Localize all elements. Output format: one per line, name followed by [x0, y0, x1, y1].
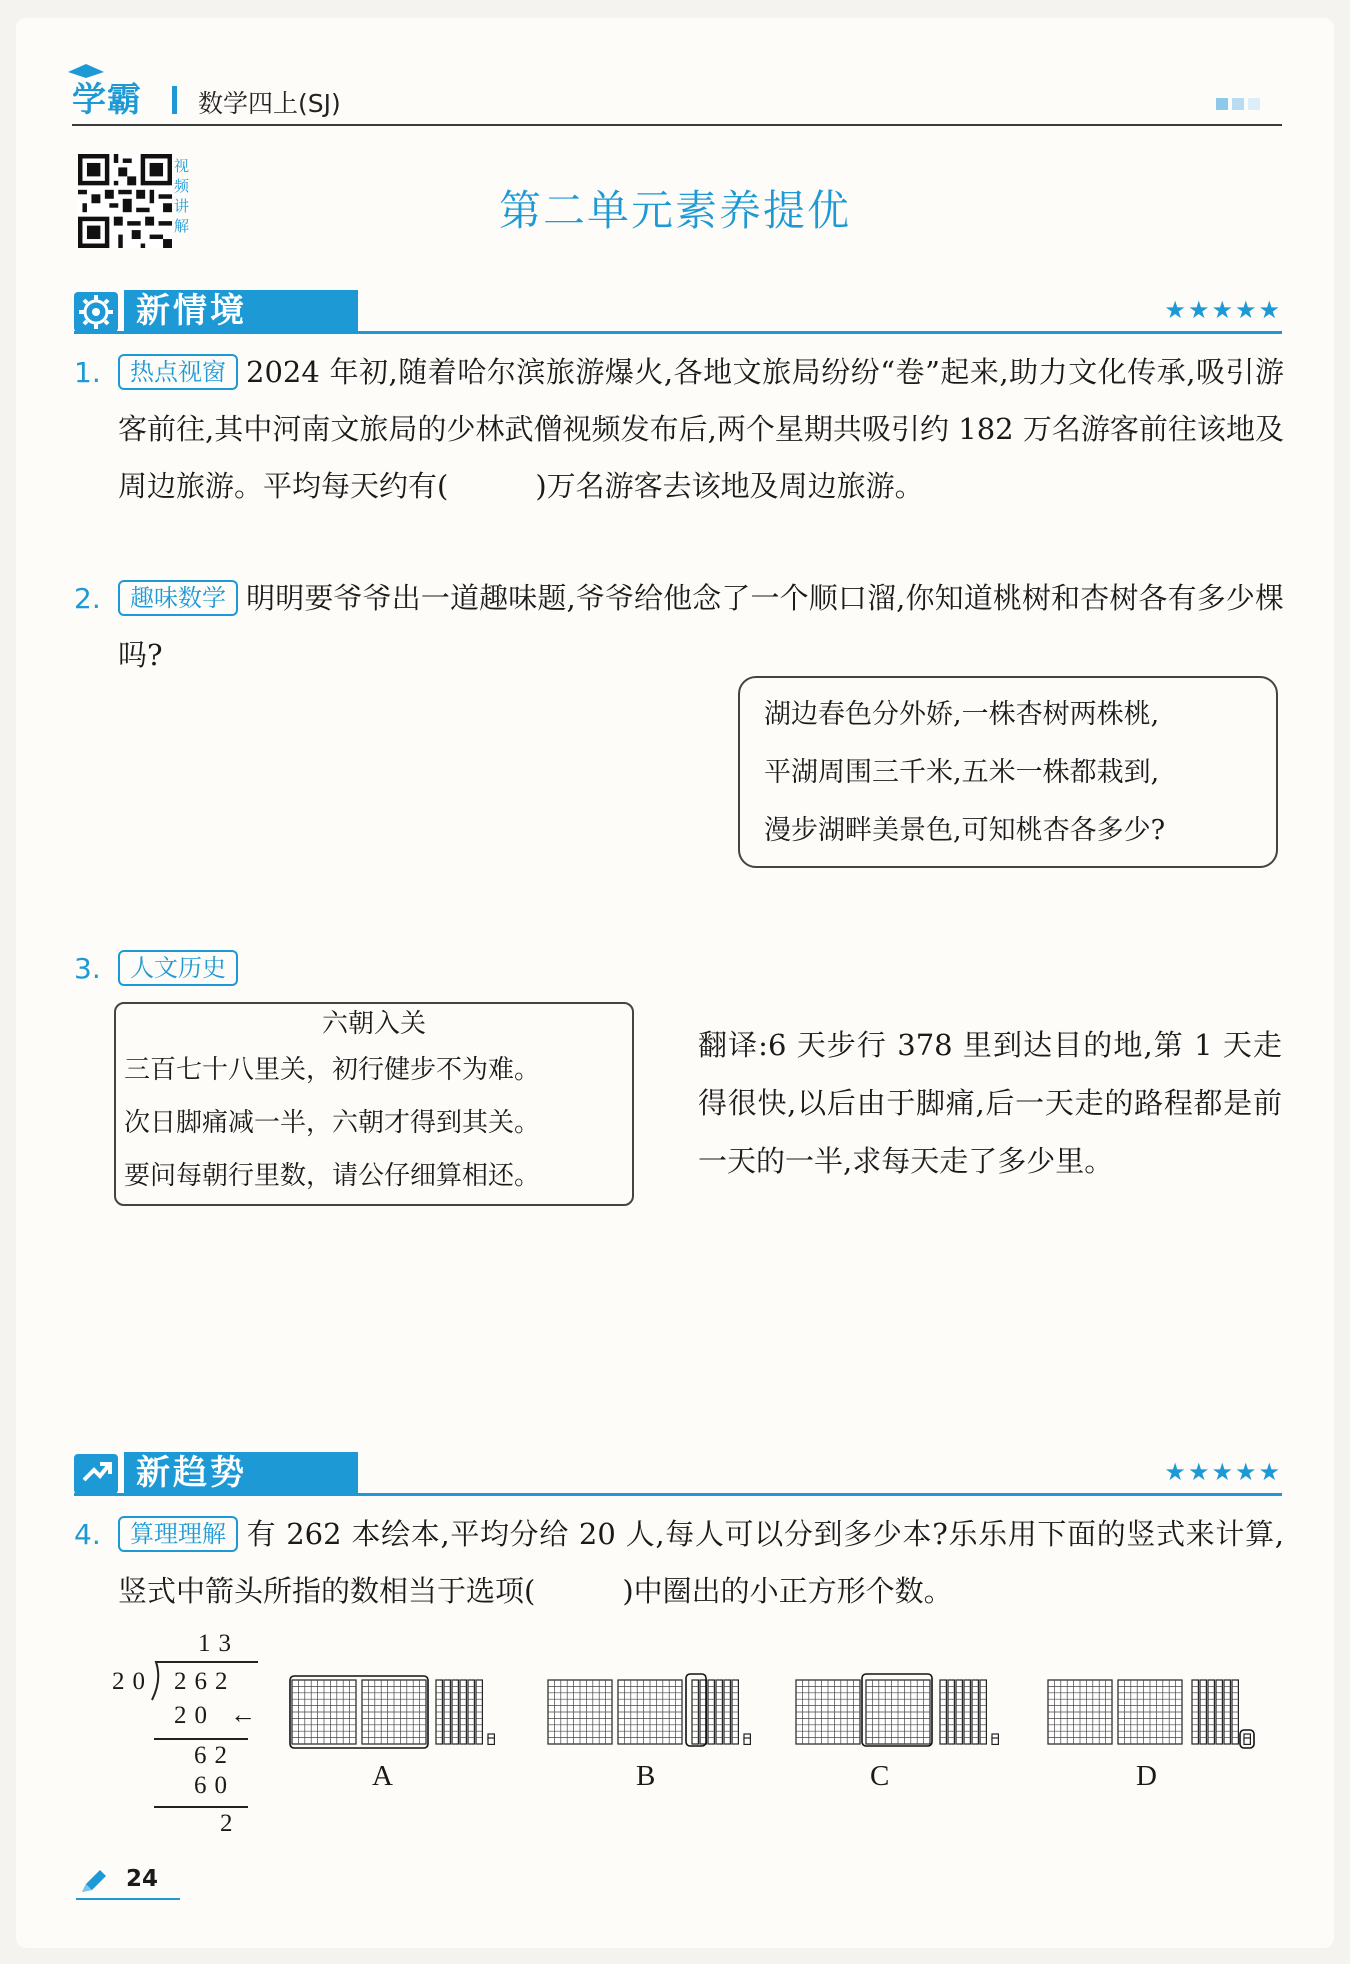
footer-underline	[76, 1898, 180, 1900]
brand-logo: 学霸	[72, 80, 142, 120]
question-2	[74, 570, 1284, 684]
hundred-block	[292, 1680, 356, 1744]
poem-line: 漫步湖畔美景色,可知桃杏各多少?	[764, 815, 1166, 846]
pencil-icon	[78, 1868, 108, 1896]
difficulty-stars: ★★★★★	[1164, 1458, 1282, 1486]
ten-stick	[980, 1680, 986, 1744]
option-label-a: A	[372, 1760, 393, 1792]
section-header-new-trend	[74, 1452, 1282, 1496]
hundred-block	[362, 1680, 426, 1744]
book-title: 数学四上(SJ)	[198, 89, 341, 118]
question-number: 1.	[74, 356, 101, 389]
option-figure-c[interactable]	[792, 1670, 1012, 1766]
ten-stick	[1224, 1680, 1230, 1744]
qr-label: 视频讲解	[174, 157, 190, 235]
quotient: 13	[198, 1630, 239, 1657]
brand-separator	[172, 86, 177, 114]
question-text: 2024 年初,随着哈尔滨旅游爆火,各地文旅局纷纷“卷”起来,助力文化传承,吸引游客前往,其中河南文旅局的少林武僧视频发布后,两个星期共吸引约 182 万名游客前往该地及周边旅游。平均每天约有( )万名游客去该地及周边旅游。	[118, 355, 1284, 503]
ten-stick	[948, 1680, 954, 1744]
ten-stick	[436, 1680, 442, 1744]
ten-stick	[708, 1680, 714, 1744]
one-square	[1244, 1738, 1250, 1744]
divisor: 20	[112, 1668, 153, 1695]
ten-stick	[956, 1680, 962, 1744]
step-remainder-1: 62	[194, 1742, 235, 1769]
question-tag: 人文历史	[118, 950, 238, 986]
poem-box	[738, 676, 1278, 868]
hundred-block	[548, 1680, 612, 1744]
poem-line: 湖边春色分外娇,一株杏树两株桃,	[764, 699, 1160, 730]
ten-stick	[964, 1680, 970, 1744]
option-figure-d[interactable]	[1044, 1670, 1274, 1766]
ten-stick	[724, 1680, 730, 1744]
poem-title: 六朝入关	[321, 1009, 426, 1039]
option-figure-a[interactable]	[288, 1670, 508, 1766]
ten-stick	[468, 1680, 474, 1744]
arrow-up-right-icon	[74, 1454, 118, 1494]
difficulty-stars: ★★★★★	[1164, 296, 1282, 324]
question-tag: 热点视窗	[118, 354, 238, 390]
question-text: 明明要爷爷出一道趣味题,爷爷给他念了一个顺口溜,你知道桃树和杏树各有多少棵吗?	[118, 581, 1284, 672]
header-dots	[1216, 98, 1260, 110]
question-number: 2.	[74, 582, 101, 615]
section-title: 新情境	[124, 290, 358, 332]
ten-stick	[692, 1680, 698, 1744]
page-title: 第二单元素养提优	[498, 186, 851, 235]
one-square	[488, 1738, 494, 1744]
one-square	[744, 1738, 750, 1744]
hundred-block	[618, 1680, 682, 1744]
poem-box	[114, 1002, 634, 1206]
page-header	[72, 72, 1282, 126]
gear-icon	[74, 292, 118, 332]
translation-text: 翻译:6 天步行 378 里到达目的地,第 1 天走得很快,以后由于脚痛,后一天走的路程都是前一天的一半,求每天走了多少里。	[698, 1028, 1282, 1178]
question-3	[74, 940, 1284, 997]
ten-stick	[972, 1680, 978, 1744]
final-remainder: 2	[220, 1810, 241, 1837]
question-text: 有 262 本绘本,平均分给 20 人,每人可以分到多少本?乐乐用下面的竖式来计算,竖式中箭头所指的数相当于选项( )中圈出的小正方形个数。	[118, 1517, 1284, 1608]
option-label-b: B	[636, 1760, 656, 1792]
ten-stick	[716, 1680, 722, 1744]
poem-line: 平湖周围三千米,五米一株都栽到,	[764, 757, 1160, 788]
ten-stick	[1208, 1680, 1214, 1744]
section-title: 新趋势	[124, 1452, 358, 1494]
question-4	[74, 1506, 1284, 1620]
ten-stick	[476, 1680, 482, 1744]
hundred-block	[866, 1680, 930, 1744]
step-product-1: 20	[174, 1702, 215, 1729]
long-division	[108, 1630, 258, 1840]
hundred-block	[796, 1680, 860, 1744]
ten-stick	[732, 1680, 738, 1744]
page-number: 24	[126, 1866, 159, 1892]
ten-stick	[1232, 1680, 1238, 1744]
ten-stick	[940, 1680, 946, 1744]
ten-stick	[1192, 1680, 1198, 1744]
one-square	[992, 1738, 998, 1744]
hundred-block	[1118, 1680, 1182, 1744]
step-product-2: 60	[194, 1772, 235, 1799]
ten-stick	[1200, 1680, 1206, 1744]
question-number: 3.	[74, 952, 101, 985]
pointer-arrow: ←	[230, 1700, 256, 1729]
dividend: 262	[174, 1668, 236, 1695]
question-tag: 趣味数学	[118, 580, 238, 616]
option-figure-b[interactable]	[544, 1670, 764, 1766]
question-tag: 算理理解	[118, 1516, 238, 1552]
poem-line: 三百七十八里关，初行健步不为难。	[124, 1055, 541, 1085]
option-label-c: C	[870, 1760, 890, 1792]
question-1	[74, 344, 1284, 515]
ten-stick	[1216, 1680, 1222, 1744]
hundred-block	[1048, 1680, 1112, 1744]
poem-line: 次日脚痛减一半，六朝才得到其关。	[124, 1108, 541, 1138]
ten-stick	[452, 1680, 458, 1744]
option-label-d: D	[1136, 1760, 1157, 1792]
section-header-new-context	[74, 290, 1282, 334]
ten-stick	[444, 1680, 450, 1744]
question-number: 4.	[74, 1518, 101, 1551]
poem-line: 要问每朝行里数，请公仔细算相还。	[124, 1161, 541, 1191]
ten-stick	[460, 1680, 466, 1744]
